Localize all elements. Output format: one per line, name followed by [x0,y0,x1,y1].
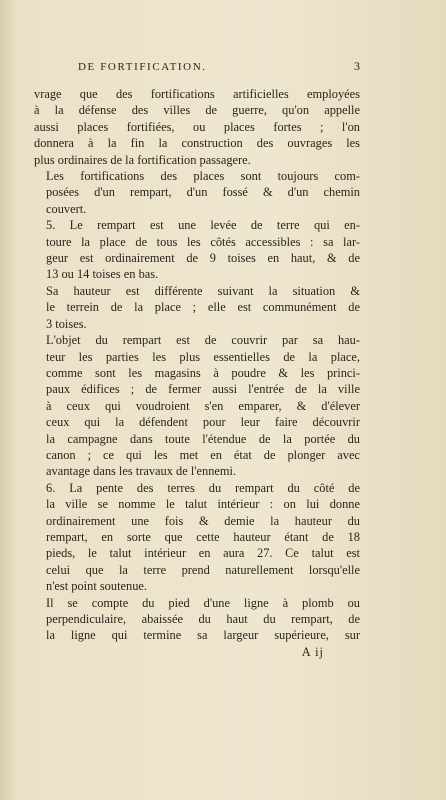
paragraph [34,283,360,332]
text-line: celui que la terre prend naturellement lorsqu'elle [46,562,360,577]
text-line: Les fortifications des places sont toujours com- [46,169,360,184]
text-line: ordinairement une fois & demie la hauteur du [46,513,360,528]
text-block [34,58,360,660]
text-line: posées d'un rempart, d'un fossé & d'un chemin [46,185,360,200]
running-head-title: DE FORTIFICATION. [78,61,207,73]
text-line: L'objet du rempart est de couvrir par sa hau- [46,333,360,348]
text-line: la ville se nomme le talut intérieur : on lui donne [46,497,360,512]
text-line: la campagne dans toute l'étendue de la portée du [46,431,360,446]
text-line: Sa hauteur est différente suivant la situation & [46,283,360,298]
text-line: ceux qui la défendent pour leur faire découvrir [46,415,360,430]
text-line: paux édifices ; de fermer aussi l'entrée de la ville [46,382,360,397]
text-line: 3 toises. [46,316,87,331]
paragraph [34,168,360,217]
text-line: avantage dans les travaux de l'ennemi. [46,464,237,479]
text-line: vrage que des fortifications artificielles employées [34,87,360,101]
text-line: teur les parties les plus essentielles de la place, [46,349,360,364]
text-line: Il se compte du pied d'une ligne à plomb ou [46,595,360,610]
text-line: le terrein de la place ; elle est communément de [46,300,360,315]
text-line: canon ; ce qui les met en état de plonger avec [46,447,360,462]
paragraph [34,86,360,168]
text-line: 13 ou 14 toises en bas. [46,267,159,282]
paragraph [34,217,360,283]
text-line: rempart, en sorte que cette hauteur étant de 18 [46,529,360,544]
text-line: geur est ordinairement de 9 toises en haut, & de [46,251,360,266]
text-line: 5. Le rempart est une levée de terre qui en- [46,218,360,233]
text-line: à la défense des villes de guerre, qu'on appelle [34,103,360,118]
text-line: n'est point soutenue. [46,579,148,594]
paragraph [34,332,360,480]
text-line: perpendiculaire, abaissée du haut du rempart, de [46,612,360,626]
text-line: la ligne qui termine sa largeur supérieure, sur [46,628,360,643]
text-line: à ceux qui voudroient s'en emparer, & d'élever [46,398,360,413]
text-line: toure la place de tous les côtés accessibles : sa lar- [46,234,360,249]
text-line: couvert. [46,201,87,216]
text-line: pieds, le talut intérieur en aura 27. Ce talut est [46,546,360,561]
paragraph [34,595,360,644]
paragraph [34,480,360,595]
text-line: 6. La pente des terres du rempart du côté de [46,480,360,495]
text-line: comme sont les magasins à poudre & les princi- [46,365,360,380]
text-line: aussi places fortifiées, ou places fortes ; l'on [34,119,360,134]
signature-mark: A ij [301,644,324,659]
text-line: donnera à la fin la construction des ouvrages les [34,136,360,151]
text-line: plus ordinaires de la fortification passagere. [34,152,251,167]
page-number: 3 [354,59,360,73]
running-head [34,58,360,78]
